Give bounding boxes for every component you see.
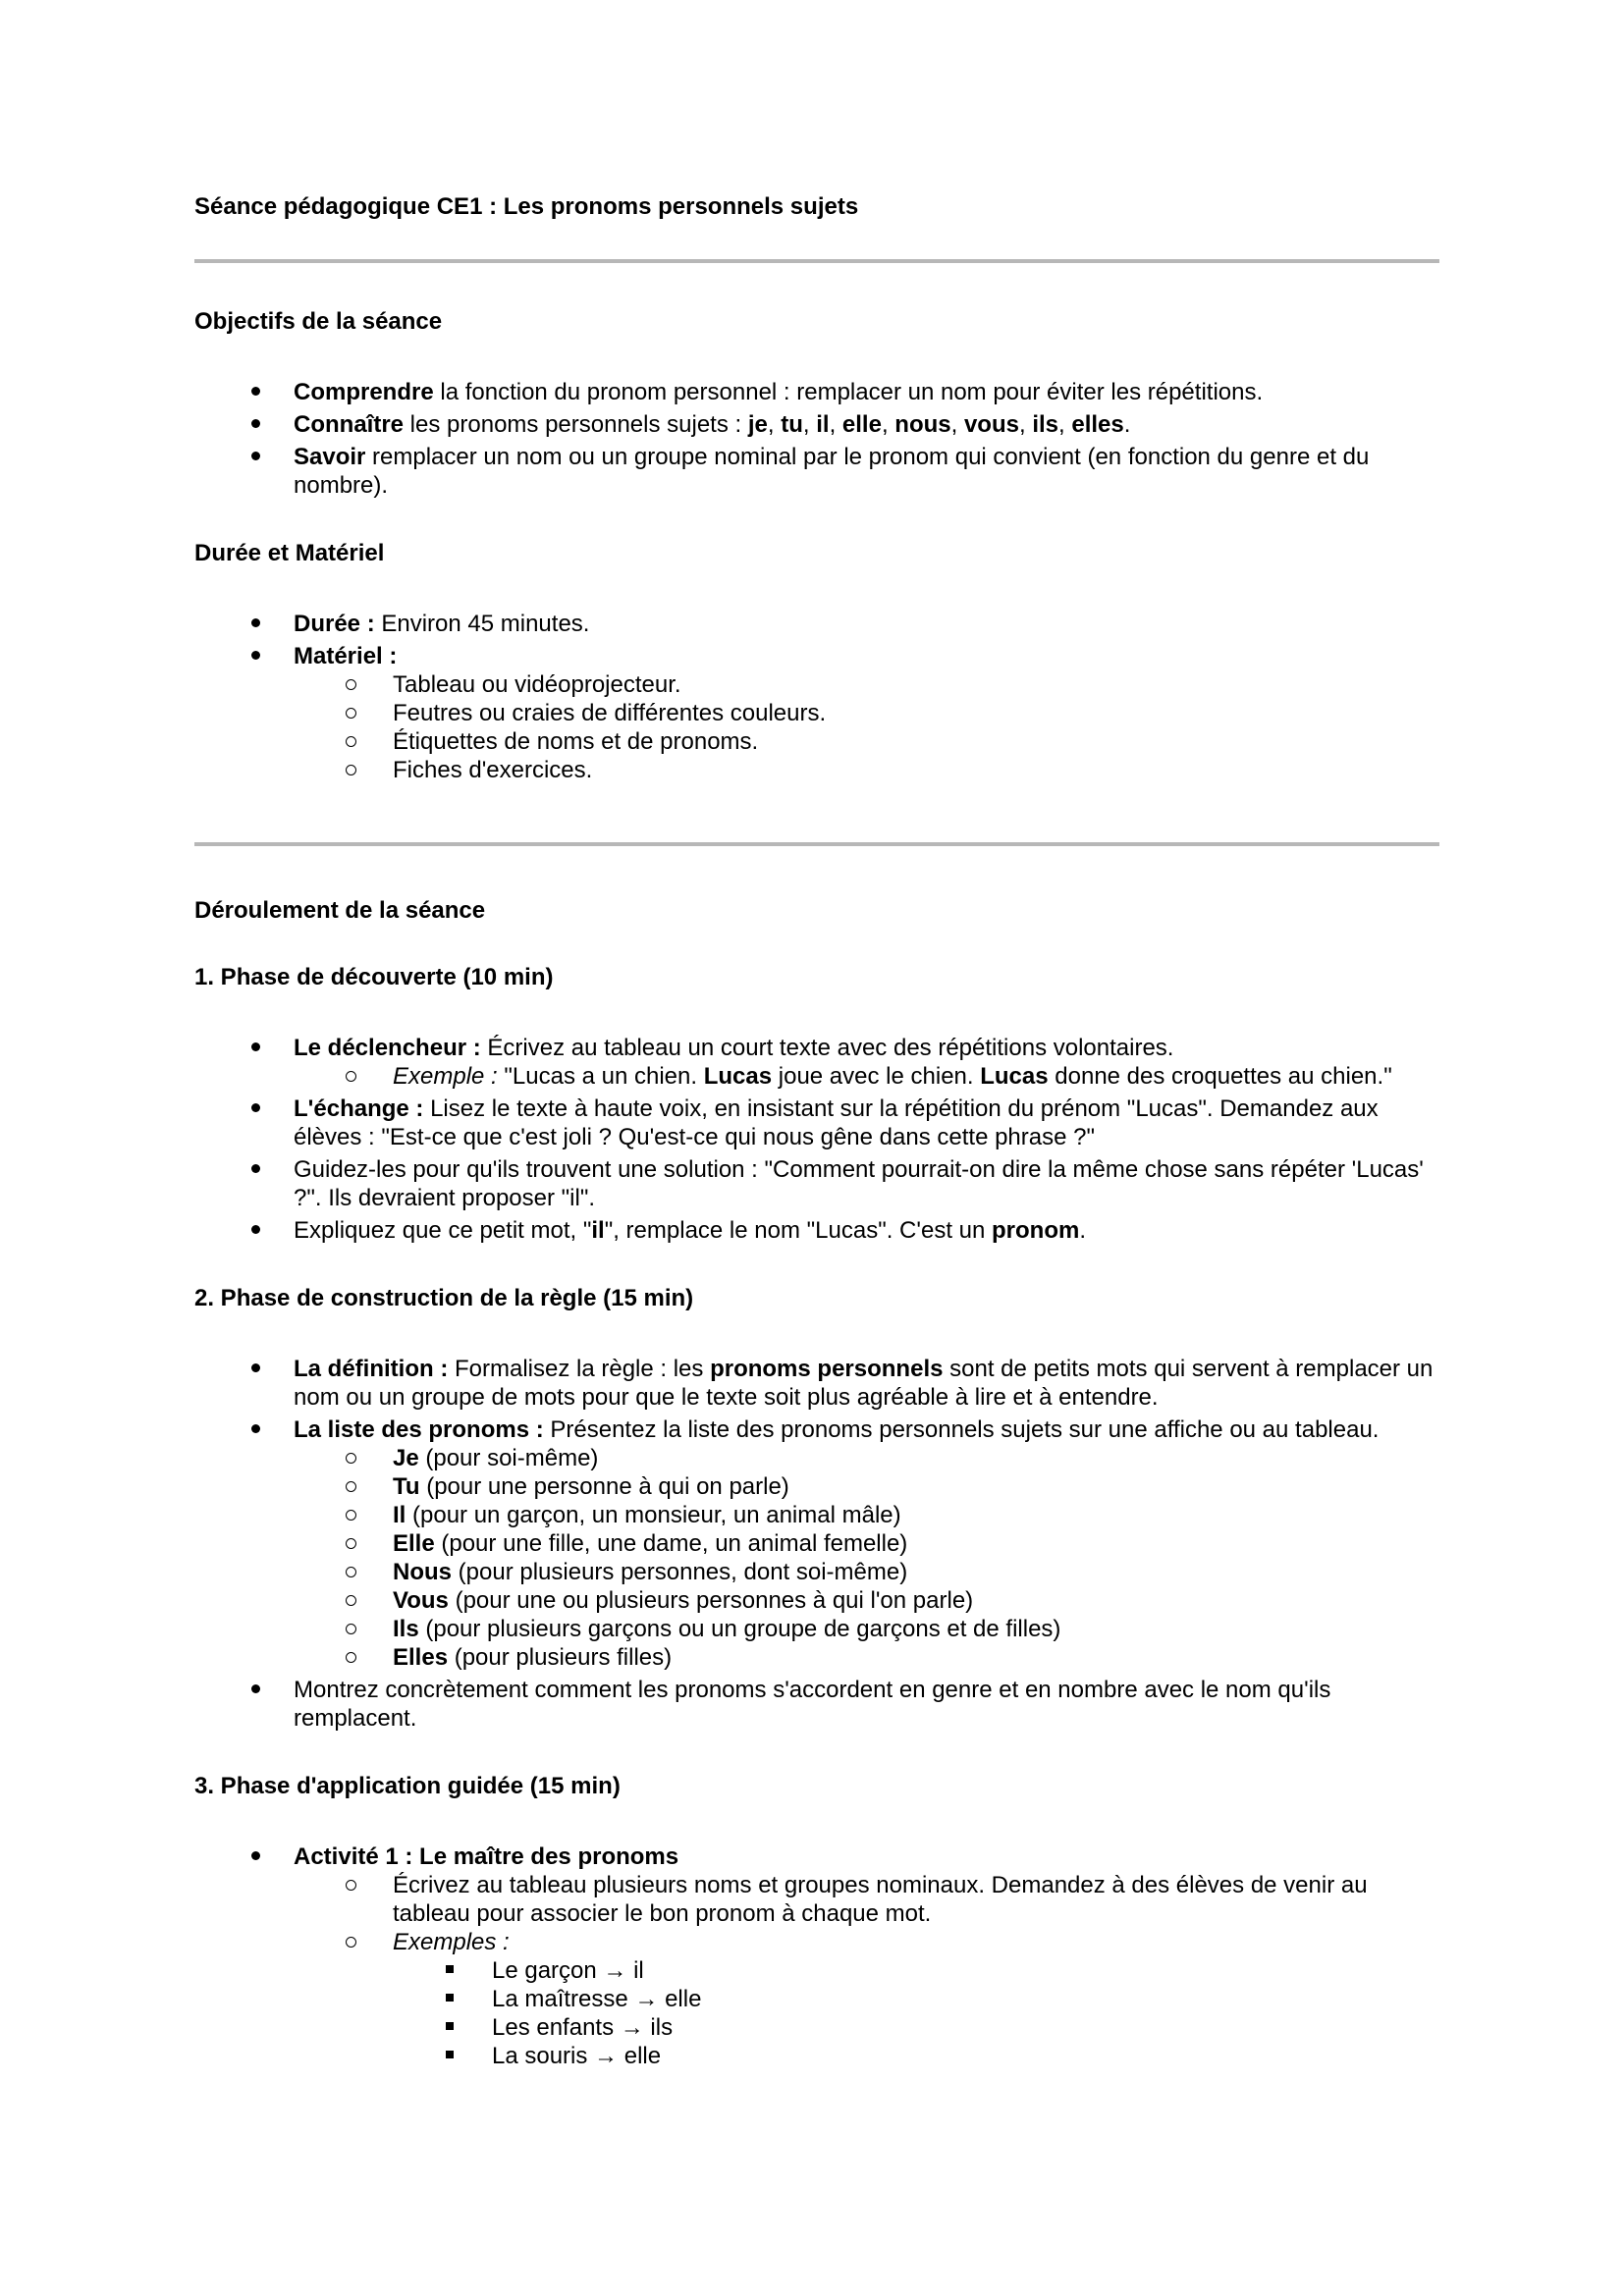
list-item xyxy=(294,1558,1439,1586)
item-text: Les enfants → ils xyxy=(492,2014,674,2041)
item-text: (pour soi-même) xyxy=(418,1445,599,1471)
list-item xyxy=(393,1985,1439,2013)
list-item xyxy=(294,1529,1439,1558)
circle-bullet-icon xyxy=(341,1928,360,1956)
list-item xyxy=(194,1415,1439,1672)
keyword: Connaître xyxy=(294,411,405,438)
phase2-heading: 2. Phase de construction de la règle (15 min) xyxy=(194,1285,694,1311)
list-item xyxy=(393,2013,1439,2042)
list-item xyxy=(294,1615,1439,1643)
document-title: Séance pédagogique CE1 : Les pronoms personnels sujets xyxy=(194,193,859,220)
bullet-icon xyxy=(245,378,265,406)
list-item xyxy=(194,1842,1439,2070)
exemple-label: Exemple : xyxy=(393,1063,498,1090)
circle-bullet-icon xyxy=(341,1472,360,1501)
item-text: (pour un garçon, un monsieur, un animal mâle) xyxy=(406,1502,901,1528)
bullet-icon xyxy=(245,1676,265,1704)
list-item xyxy=(393,2042,1439,2070)
item-text: "Lucas a un chien. xyxy=(497,1063,704,1090)
duree-value: Environ 45 minutes. xyxy=(374,611,590,637)
pronoun: Ils xyxy=(393,1616,419,1642)
item-text: ", remplace le nom "Lucas". C'est un xyxy=(604,1217,993,1244)
item-text: La maîtresse → elle xyxy=(492,1986,702,2012)
pronoun: je xyxy=(747,411,768,438)
circle-bullet-icon xyxy=(341,1501,360,1529)
keyword: La définition : xyxy=(294,1356,449,1382)
list-item xyxy=(194,610,1439,638)
pronoun: vous xyxy=(963,411,1019,438)
duree-materiel-heading: Durée et Matériel xyxy=(194,540,385,566)
bullet-icon xyxy=(245,1034,265,1062)
list-item xyxy=(194,443,1439,500)
list-item xyxy=(294,1643,1439,1672)
list-item xyxy=(294,1444,1439,1472)
keyword: Lucas xyxy=(980,1063,1049,1090)
item-text: Tableau ou vidéoprojecteur. xyxy=(393,671,681,698)
item-text: (pour plusieurs personnes, dont soi-même) xyxy=(452,1559,908,1585)
keyword: il xyxy=(591,1217,605,1244)
bullet-icon xyxy=(245,1415,265,1444)
bullet-icon xyxy=(245,1216,265,1245)
materiel-sublist xyxy=(294,670,1439,784)
list-item xyxy=(294,670,1439,699)
list-item xyxy=(294,1928,1439,2070)
list-item xyxy=(294,1586,1439,1615)
square-bullet-icon xyxy=(440,2013,460,2042)
pronoun: nous xyxy=(894,411,951,438)
objectifs-heading: Objectifs de la séance xyxy=(194,308,443,335)
item-text: Le garçon → il xyxy=(492,1957,644,1984)
square-bullet-icon xyxy=(440,1985,460,2013)
item-text: la fonction du pronom personnel : remplacer un nom pour éviter les répétitions. xyxy=(433,379,1264,405)
list-item xyxy=(393,1956,1439,1985)
list-item xyxy=(194,1676,1439,1733)
list-item xyxy=(194,1155,1439,1212)
pronoun: il xyxy=(816,411,830,438)
pronoun: Vous xyxy=(393,1587,449,1614)
item-text: Lisez le texte à haute voix, en insistant sur la répétition du prénom "Lucas". Demandez aux élèves : "Est-ce que c'est joli ? Qu'est-ce qui nous gêne dans cette phrase ?" xyxy=(294,1095,1379,1150)
pronoun: tu xyxy=(781,411,803,438)
item-text: donne des croquettes au chien." xyxy=(1048,1063,1392,1090)
item-text: Fiches d'exercices. xyxy=(393,757,593,783)
list-item xyxy=(294,699,1439,727)
list-item xyxy=(194,1355,1439,1412)
keyword: Comprendre xyxy=(294,379,434,405)
keyword: Activité 1 : Le maître des pronoms xyxy=(294,1843,679,1870)
duree-materiel-list xyxy=(194,610,1439,784)
document-page xyxy=(194,192,1439,2070)
item-text: Écrivez au tableau un court texte avec des répétitions volontaires. xyxy=(480,1035,1174,1061)
item-text: Montrez concrètement comment les pronoms s'accordent en genre et en nombre avec le nom qu'ils remplacent. xyxy=(294,1677,1331,1732)
list-item xyxy=(294,1501,1439,1529)
section-divider xyxy=(194,842,1439,846)
list-item xyxy=(194,1095,1439,1151)
list-item xyxy=(194,642,1439,784)
circle-bullet-icon xyxy=(341,1871,360,1899)
circle-bullet-icon xyxy=(341,1558,360,1586)
item-text: . xyxy=(1079,1217,1087,1244)
item-text: Formalisez la règle : les xyxy=(448,1356,711,1382)
pronoun: Je xyxy=(393,1445,419,1471)
materiel-label: Matériel : xyxy=(294,643,398,669)
phase2-list xyxy=(194,1355,1439,1733)
circle-bullet-icon xyxy=(341,699,360,727)
circle-bullet-icon xyxy=(341,756,360,784)
pronoms-sublist xyxy=(294,1444,1439,1672)
exemples-sublist xyxy=(393,1956,1439,2070)
circle-bullet-icon xyxy=(341,1643,360,1672)
list-item xyxy=(294,1062,1439,1091)
item-text: Guidez-les pour qu'ils trouvent une solution : "Comment pourrait-on dire la même chose sans répéter 'Lucas' ?". Ils devraient proposer "il". xyxy=(294,1156,1424,1211)
pronoun: Elles xyxy=(393,1644,449,1671)
keyword: Savoir xyxy=(294,444,366,470)
bullet-icon xyxy=(245,410,265,439)
circle-bullet-icon xyxy=(341,727,360,756)
circle-bullet-icon xyxy=(341,1615,360,1643)
item-text: sont de petits mots qui servent à remplacer un nom ou un groupe de mots pour que le texte soit plus agréable à lire et à entendre. xyxy=(294,1356,1434,1411)
keyword: Le déclencheur : xyxy=(294,1035,481,1061)
item-text: Écrivez au tableau plusieurs noms et groupes nominaux. Demandez à des élèves de venir au tableau pour associer le bon pronom à chaque mot. xyxy=(393,1872,1368,1927)
keyword: Lucas xyxy=(703,1063,773,1090)
deroulement-heading: Déroulement de la séance xyxy=(194,897,486,924)
item-text: Expliquez que ce petit mot, " xyxy=(294,1217,592,1244)
activite-sublist xyxy=(294,1871,1439,2070)
keyword: pronom xyxy=(992,1217,1080,1244)
square-bullet-icon xyxy=(440,1956,460,1985)
phase3-list xyxy=(194,1842,1439,2070)
bullet-icon xyxy=(245,1095,265,1123)
item-text: Étiquettes de noms et de pronoms. xyxy=(393,728,759,755)
square-bullet-icon xyxy=(440,2042,460,2070)
list-item xyxy=(294,1472,1439,1501)
list-item xyxy=(194,378,1439,406)
list-item xyxy=(194,1216,1439,1245)
phase3-heading: 3. Phase d'application guidée (15 min) xyxy=(194,1773,621,1799)
duree-label: Durée : xyxy=(294,611,375,637)
item-text: La souris → elle xyxy=(492,2043,662,2069)
pronoun: Nous xyxy=(393,1559,452,1585)
pronoun: elles xyxy=(1071,411,1124,438)
pronoun: elle xyxy=(841,411,882,438)
list-item xyxy=(194,1034,1439,1091)
circle-bullet-icon xyxy=(341,1586,360,1615)
circle-bullet-icon xyxy=(341,670,360,699)
item-text: (pour une fille, une dame, un animal femelle) xyxy=(434,1530,908,1557)
item-text: (pour une ou plusieurs personnes à qui l'on parle) xyxy=(448,1587,974,1614)
pronoun: Il xyxy=(393,1502,406,1528)
circle-bullet-icon xyxy=(341,1529,360,1558)
bullet-icon xyxy=(245,1842,265,1871)
section-divider xyxy=(194,259,1439,263)
item-text: (pour plusieurs garçons ou un groupe de garçons et de filles) xyxy=(418,1616,1061,1642)
list-item xyxy=(294,1871,1439,1928)
bullet-icon xyxy=(245,443,265,471)
objectifs-list xyxy=(194,378,1439,500)
pronoun: Elle xyxy=(393,1530,435,1557)
list-item xyxy=(294,756,1439,784)
phase1-heading: 1. Phase de découverte (10 min) xyxy=(194,964,554,990)
bullet-icon xyxy=(245,642,265,670)
phase1-list xyxy=(194,1034,1439,1245)
bullet-icon xyxy=(245,1355,265,1383)
pronoun: Tu xyxy=(393,1473,420,1500)
item-text: . xyxy=(1123,411,1131,438)
item-text: Présentez la liste des pronoms personnels sujets sur une affiche ou au tableau. xyxy=(543,1416,1380,1443)
item-text: remplacer un nom ou un groupe nominal par le pronom qui convient (en fonction du genre et du nombre). xyxy=(294,444,1370,499)
keyword: La liste des pronoms : xyxy=(294,1416,544,1443)
bullet-icon xyxy=(245,610,265,638)
item-text: (pour plusieurs filles) xyxy=(448,1644,673,1671)
exemple-sublist xyxy=(294,1062,1439,1091)
circle-bullet-icon xyxy=(341,1062,360,1091)
pronoun: ils xyxy=(1032,411,1058,438)
exemples-label: Exemples : xyxy=(393,1929,510,1955)
item-text: joue avec le chien. xyxy=(772,1063,981,1090)
keyword: pronoms personnels xyxy=(710,1356,944,1382)
bullet-icon xyxy=(245,1155,265,1184)
keyword: L'échange : xyxy=(294,1095,424,1122)
list-item: Connaître les pronoms personnels sujets : je, tu, il, elle, nous, vous, ils, elles. xyxy=(194,410,1439,439)
item-text: (pour une personne à qui on parle) xyxy=(419,1473,789,1500)
circle-bullet-icon xyxy=(341,1444,360,1472)
list-item xyxy=(294,727,1439,756)
item-text: Feutres ou craies de différentes couleurs. xyxy=(393,700,827,726)
item-text: les pronoms personnels sujets : xyxy=(404,411,748,438)
